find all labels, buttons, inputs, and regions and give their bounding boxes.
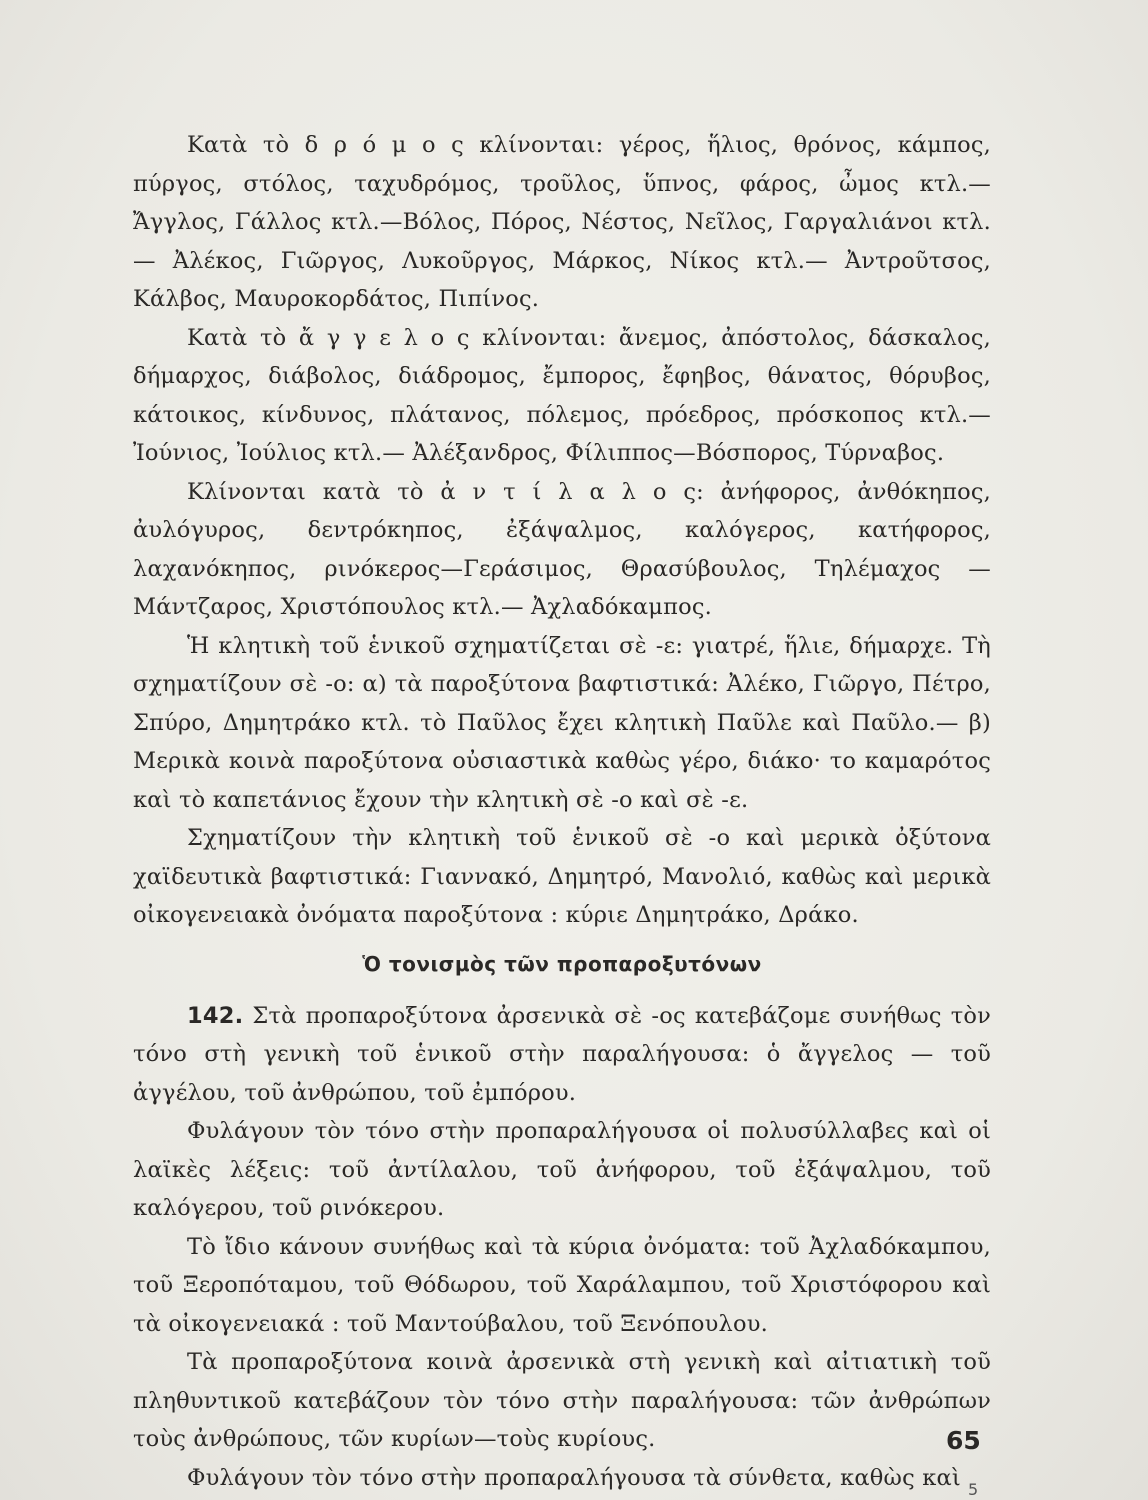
paragraph-plural: Τὰ προπαροξύτονα κοινὰ ἀρσενικὰ στὴ γενικὴ καὶ αἰτιατικὴ τοῦ πληθυντικοῦ κατεβάζουν τὸν τόνο στὴν παραλήγουσα: τῶν ἀνθρώπων τοὺς ἀνθρώπους, τῶν κυρίων—τοὺς κυρίους.: [133, 1349, 991, 1452]
paragraph-dromos: Κατὰ τὸ δ ρ ό μ ο ς κλίνονται: γέρος, ἥλιος, θρόνος, κάμπος, πύργος, στόλος, ταχυδρόμος, τροῦλος, ὕπνος, φάρος, ὦμος κτλ.—Ἄγγλος, Γάλλος κτλ.—Βόλος, Πόρος, Νέστος, Νεῖλος, Γαργαλιάνοι κτλ.— Ἀλέκος, Γιῶργος, Λυκοῦργος, Μάρκος, Νίκος κτλ.— Ἀντροῦτσος, Κάλβος, Μαυροκορδάτος, Πιπίνος.: [133, 132, 991, 312]
body-text: [133, 126, 991, 1497]
section-heading: Ὁ τονισμὸς τῶν προπαροξυτόνων: [362, 951, 762, 976]
paragraph-compounds: Φυλάγουν τὸν τόνο στὴν προπαραλήγουσα τὰ σύνθετα, καθὼς καὶ: [187, 1464, 961, 1491]
paragraph-angelos: Κατὰ τὸ ἄ γ γ ε λ ο ς κλίνονται: ἄνεμος, ἀπόστολος, δάσκαλος, δήμαρχος, διάβολος, διάδρομος, ἔμπορος, ἔφηβος, θάνατος, θόρυβος, κάτοικος, κίνδυνος, πλάτανος, πόλεμος, πρόεδρος, πρόσκοπος κτλ.— Ἰούνιος, Ἰούλιος κτλ.— Ἀλέξανδρος, Φίλιππος—Βόσπορος, Τύρναβος.: [133, 324, 991, 466]
paragraph-antilalos: Κλίνονται κατὰ τὸ ἀ ν τ ί λ α λ ο ς: ἀνήφορος, ἀνθόκηπος, ἀυλόγυρος, δεντρόκηπος, ἐξάψαλμος, καλόγερος, κατήφορος, λαχανόκηπος, ρινόκερος—Γεράσιμος, Θρασύβουλος, Τηλέμαχος — Μάντζαρος, Χριστόπουλος κτλ.— Ἀχλαδόκαμπος.: [133, 478, 991, 620]
paragraph-vocative: Ἡ κλητικὴ τοῦ ἑνικοῦ σχηματίζεται σὲ -ε: γιατρέ, ἥλιε, δήμαρχε. Τὴ σχηματίζουν σὲ -ο: α) τὰ παροξύτονα βαφτιστικά: Ἀλέκο, Γιῶργο, Πέτρο, Σπύρο, Δημητράκο κτλ. τὸ Παῦλος ἔχει κλητικὴ Παῦλε καὶ Παῦλο.— β) Μερικὰ κοινὰ παροξύτονα οὐσιαστικὰ καθὼς γέρο, διάκο· το καμαρότος καὶ τὸ καπετάνιος ἔχουν τὴν κλητικὴ σὲ -ο καὶ σὲ -ε.: [133, 632, 991, 813]
edge-mark: 5: [968, 1480, 979, 1499]
section-number: 142.: [187, 1002, 244, 1029]
paragraph-vocative-oxytone: Σχηματίζουν τὴν κλητικὴ τοῦ ἑνικοῦ σὲ -ο καὶ μερικὰ ὀξύτονα χαϊδευτικὰ βαφτιστικά: Γιαννακό, Δημητρό, Μανολιό, καθὼς καὶ μερικὰ οἰκογενειακὰ ὀνόματα παροξύτονα : κύριε Δημητράκο, Δράκο.: [133, 825, 991, 928]
paragraph-142-text: Στὰ προπαροξύτονα ἀρσενικὰ σὲ -ος κατεβάζομε συνήθως τὸν τόνο στὴ γενικὴ τοῦ ἑνικοῦ στὴν παραλήγουσα: ὁ ἄγγελος — τοῦ ἀγγέλου, τοῦ ἀνθρώπου, τοῦ ἐμπόρου.: [133, 1002, 991, 1106]
page-number: 65: [946, 1426, 981, 1455]
paragraph-142: [133, 997, 991, 1113]
paragraph-proper-names: Τὸ ἴδιο κάνουν συνήθως καὶ τὰ κύρια ὀνόματα: τοῦ Ἀχλαδόκαμπου, τοῦ Ξεροπόταμου, τοῦ Θόδωρου, τοῦ Χαράλαμπου, τοῦ Χριστόφορου καὶ τὰ οἰκογενειακά : τοῦ Μαντούβαλου, τοῦ Ξενόπουλου.: [133, 1233, 991, 1337]
paragraph-polysyllabic: Φυλάγουν τὸν τόνο στὴν προπαραλήγουσα οἱ πολυσύλλαβες καὶ οἱ λαϊκὲς λέξεις: τοῦ ἀντίλαλου, τοῦ ἀνήφορου, τοῦ ἐξάψαλμου, τοῦ καλόγερου, τοῦ ρινόκερου.: [133, 1118, 991, 1221]
